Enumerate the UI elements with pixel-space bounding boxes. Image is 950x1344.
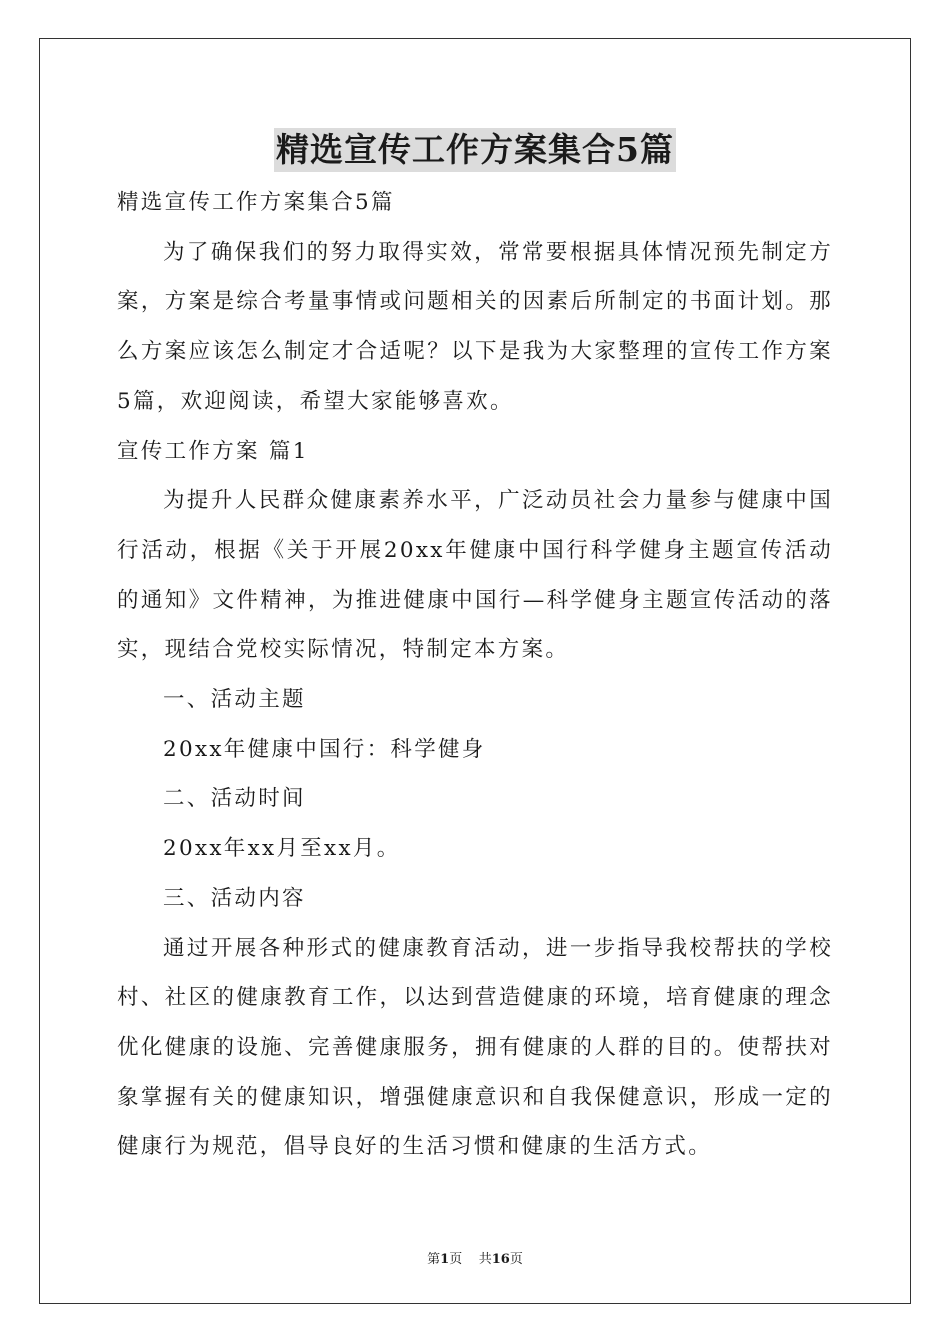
title-container [0, 128, 950, 172]
text-line: 象掌握有关的健康知识，增强健康意识和自我保健意识，形成一定的 [117, 1084, 833, 1110]
page-footer [0, 1248, 950, 1267]
text-line: 二、活动时间 [163, 786, 306, 812]
text-line: 健康行为规范，倡导良好的生活习惯和健康的生活方式。 [117, 1134, 713, 1160]
page-prefix: 第 [427, 1252, 441, 1267]
text-line: 么方案应该怎么制定才合适呢？以下是我为大家整理的宣传工作方案 [117, 339, 833, 365]
text-line: 三、活动内容 [163, 885, 306, 911]
text-line: 20xx年xx月至xx月。 [163, 836, 401, 862]
page-suffix: 页 [449, 1252, 463, 1267]
text-line: 20xx年健康中国行：科学健身 [163, 736, 486, 762]
text-line: 案，方案是综合考量事情或问题相关的因素后所制定的书面计划。那 [117, 289, 833, 315]
text-line: 行活动，根据《关于开展20xx年健康中国行科学健身主题宣传活动 [117, 537, 833, 563]
total-prefix: 共 [478, 1252, 492, 1267]
text-line: 5篇，欢迎阅读，希望大家能够喜欢。 [117, 388, 514, 414]
text-line: 宣传工作方案 篇1 [117, 438, 309, 464]
total-suffix: 页 [509, 1252, 523, 1267]
document-title: 精选宣传工作方案集合5篇 [274, 128, 676, 172]
text-line: 为了确保我们的努力取得实效，常常要根据具体情况预先制定方 [163, 239, 833, 265]
text-line: 为提升人民群众健康素养水平，广泛动员社会力量参与健康中国 [163, 488, 833, 514]
total-pages: 16 [491, 1252, 510, 1267]
text-line: 实，现结合党校实际情况，特制定本方案。 [117, 637, 570, 663]
text-line: 通过开展各种形式的健康教育活动，进一步指导我校帮扶的学校 [163, 935, 833, 961]
text-line: 的通知》文件精神，为推进健康中国行—科学健身主题宣传活动的落 [117, 587, 833, 613]
document-body [117, 178, 833, 1172]
text-line: 优化健康的设施、完善健康服务，拥有健康的人群的目的。使帮扶对 [117, 1034, 833, 1060]
page-number: 1 [440, 1252, 450, 1267]
text-line: 精选宣传工作方案集合5篇 [117, 190, 395, 215]
text-line: 一、活动主题 [163, 687, 306, 713]
text-line: 村、社区的健康教育工作，以达到营造健康的环境，培育健康的理念 [117, 985, 833, 1011]
